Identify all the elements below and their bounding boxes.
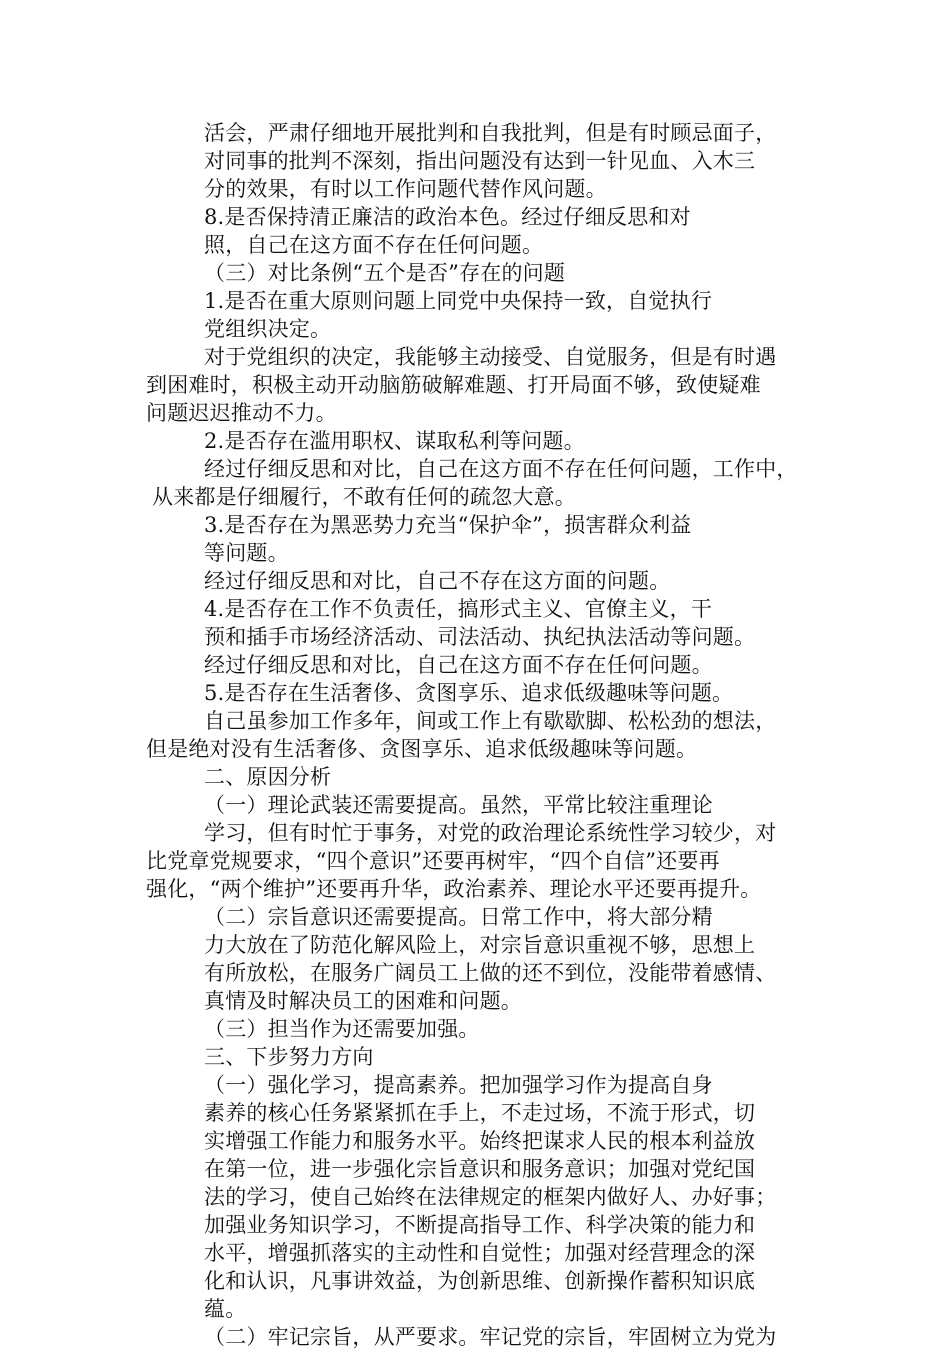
text-line: （三）担当作为还需要加强。 <box>204 1017 480 1041</box>
text-line: 经过仔细反思和对比，自己在这方面不存在任何问题。 <box>204 653 713 677</box>
text-line: 从来都是仔细履行，不敢有任何的疏忽大意。 <box>152 485 576 509</box>
text-line: 实增强工作能力和服务水平。始终把谋求人民的根本利益放 <box>204 1129 756 1153</box>
text-line: 经过仔细反思和对比，自己不存在这方面的问题。 <box>204 569 671 593</box>
text-line: 学习，但有时忙于事务，对党的政治理论系统性学习较少，对 <box>204 821 777 845</box>
text-line: （一）理论武装还需要提高。虽然，平常比较注重理论 <box>204 793 713 817</box>
text-line: （一）强化学习，提高素养。把加强学习作为提高自身 <box>204 1073 713 1097</box>
text-line: 但是绝对没有生活奢侈、贪图享乐、追求低级趣味等问题。 <box>146 737 698 761</box>
text-line: 真情及时解决员工的困难和问题。 <box>204 989 522 1013</box>
text-line: 素养的核心任务紧紧抓在手上，不走过场，不流于形式，切 <box>204 1101 756 1125</box>
text-line: 力大放在了防范化解风险上，对宗旨意识重视不够，思想上 <box>204 933 756 957</box>
text-line: 预和插手市场经济活动、司法活动、执纪执法活动等问题。 <box>204 625 756 649</box>
text-line: （二）宗旨意识还需要提高。日常工作中，将大部分精 <box>204 905 713 929</box>
text-line: 3.是否存在为黑恶势力充当“保护伞”，损害群众利益 <box>204 513 692 537</box>
text-line: 对同事的批判不深刻，指出问题没有达到一针见血、入木三 <box>204 149 756 173</box>
text-line: 化和认识，凡事讲效益，为创新思维、创新操作蓄积知识底 <box>204 1269 756 1293</box>
text-line: 活会，严肃仔细地开展批判和自我批判，但是有时顾忌面子， <box>204 121 777 145</box>
text-line: 5.是否存在生活奢侈、贪图享乐、追求低级趣味等问题。 <box>204 681 734 705</box>
section-heading: 二、原因分析 <box>204 765 332 789</box>
section-heading: 三、下步努力方向 <box>204 1045 374 1069</box>
text-line: 比党章党规要求，“四个意识”还要再树牢，“四个自信”还要再 <box>146 849 720 873</box>
text-line: 蕴。 <box>204 1297 247 1321</box>
text-line: 法的学习，使自己始终在法律规定的框架内做好人、办好事； <box>204 1185 777 1209</box>
text-line: 8.是否保持清正廉洁的政治本色。经过仔细反思和对 <box>204 205 691 229</box>
text-line: （二）牢记宗旨，从严要求。牢记党的宗旨，牢固树立为党为 <box>204 1325 777 1349</box>
text-line: 党组织决定。 <box>204 317 332 341</box>
text-line: 分的效果，有时以工作问题代替作风问题。 <box>204 177 607 201</box>
text-line: 到困难时，积极主动开动脑筋破解难题、打开局面不够，致使疑难 <box>146 373 761 397</box>
text-line: 1.是否在重大原则问题上同党中央保持一致，自觉执行 <box>204 289 713 313</box>
text-line: 照，自己在这方面不存在任何问题。 <box>204 233 544 257</box>
text-line: 强化，“两个维护”还要再升华，政治素养、理论水平还要再提升。 <box>146 877 762 901</box>
text-line: 在第一位，进一步强化宗旨意识和服务意识；加强对党纪国 <box>204 1157 756 1181</box>
text-line: 等问题。 <box>204 541 289 565</box>
text-line: 加强业务知识学习，不断提高指导工作、科学决策的能力和 <box>204 1213 756 1237</box>
text-line: 对于党组织的决定，我能够主动接受、自觉服务，但是有时遇 <box>204 345 777 369</box>
text-line: 2.是否存在滥用职权、谋取私利等问题。 <box>204 429 585 453</box>
text-line: 水平，增强抓落实的主动性和自觉性；加强对经营理念的深 <box>204 1241 756 1265</box>
text-line: 4.是否存在工作不负责任，搞形式主义、官僚主义，干 <box>204 597 713 621</box>
text-line: 有所放松，在服务广阔员工上做的还不到位，没能带着感情、 <box>204 961 777 985</box>
text-line: 问题迟迟推动不力。 <box>146 401 337 425</box>
text-line: 自己虽参加工作多年，间或工作上有歇歇脚、松松劲的想法， <box>204 709 777 733</box>
section-heading: （三）对比条例“五个是否”存在的问题 <box>204 261 566 285</box>
text-line: 经过仔细反思和对比，自己在这方面不存在任何问题，工作中， <box>204 457 798 481</box>
